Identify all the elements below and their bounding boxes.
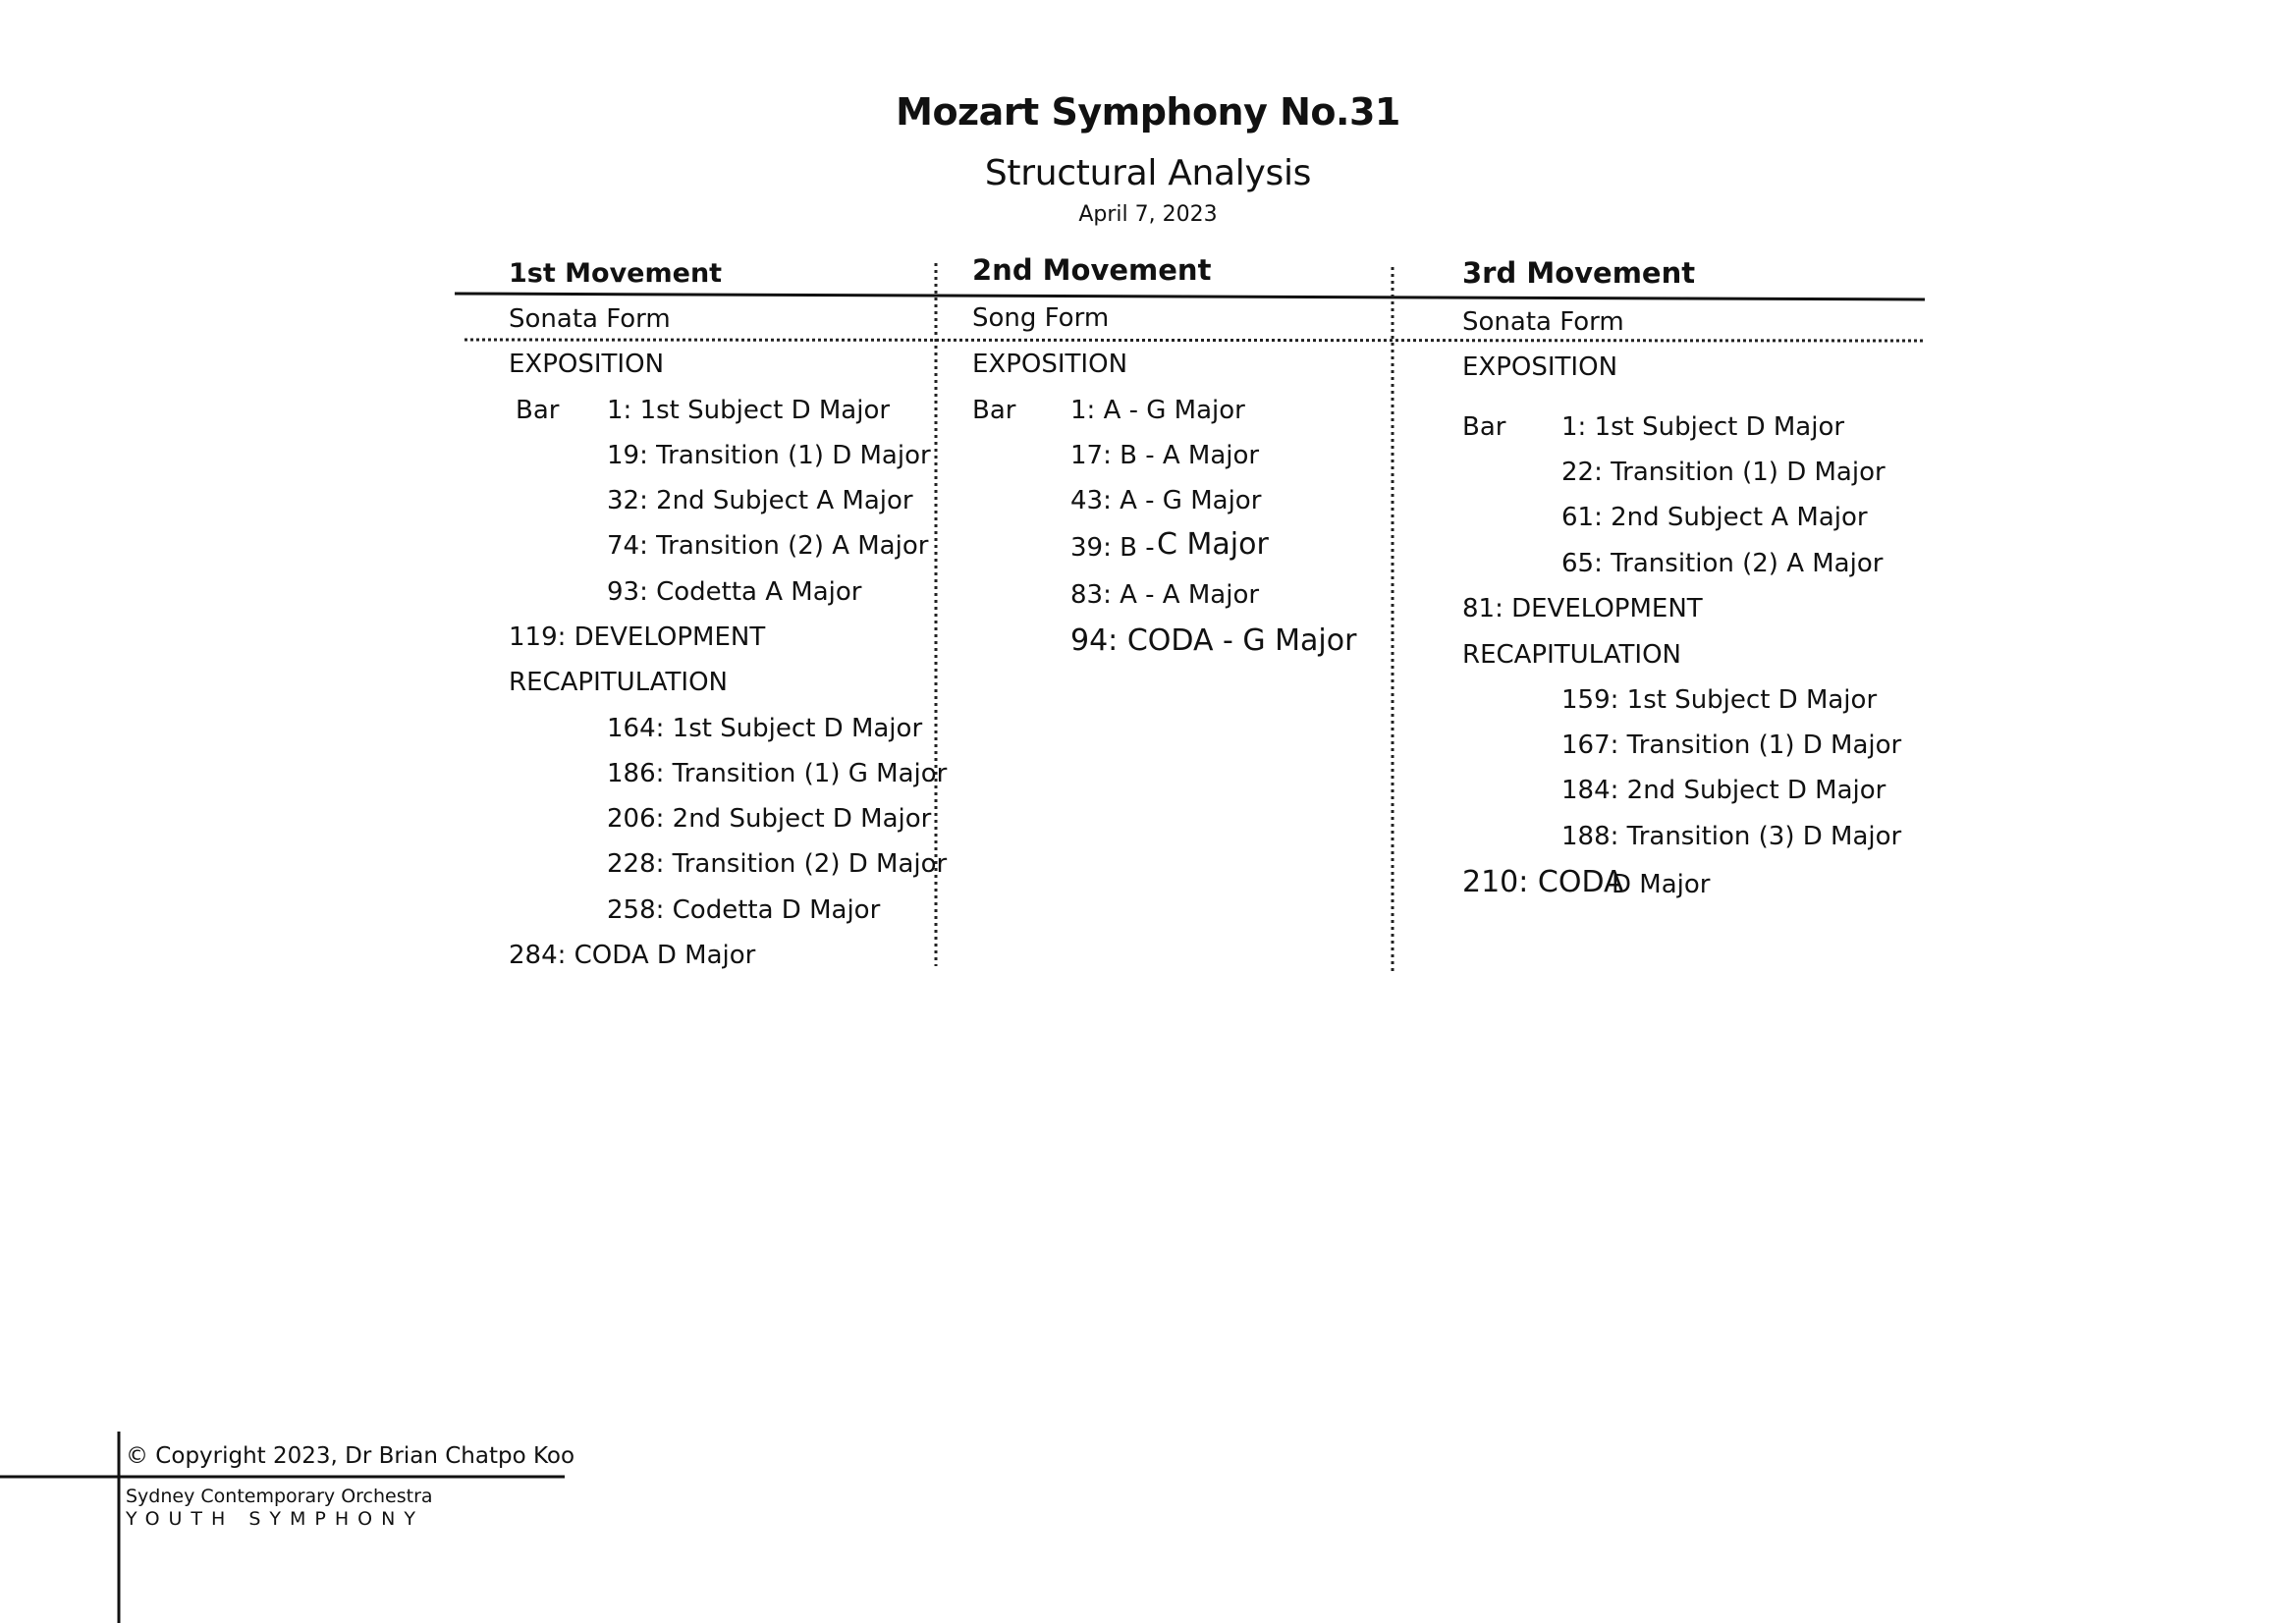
movement-2-bar-label: Bar xyxy=(972,396,1016,425)
movement-1-entry: 74: Transition (2) A Major xyxy=(607,531,929,561)
document-date: April 7, 2023 xyxy=(1078,202,1218,227)
movement-3-entry: 188: Transition (3) D Major xyxy=(1561,822,1902,851)
movement-3-coda: 210: CODA xyxy=(1462,865,1624,899)
movement-1-entry: 164: 1st Subject D Major xyxy=(607,714,923,743)
ensemble-name: YOUTH SYMPHONY xyxy=(126,1508,424,1530)
movement-1-entry: 186: Transition (1) G Major xyxy=(607,759,948,788)
copyright-notice: © Copyright 2023, Dr Brian Chatpo Koo xyxy=(126,1443,575,1469)
movement-3-form: Sonata Form xyxy=(1462,307,1624,337)
movement-1-form: Sonata Form xyxy=(509,304,671,334)
movement-1-section: 284: CODA D Major xyxy=(509,941,756,970)
movement-2-heading: 2nd Movement xyxy=(972,253,1212,287)
document-subtitle: Structural Analysis xyxy=(984,153,1312,193)
movement-3-bar-label: Bar xyxy=(1462,412,1506,442)
organization-name: Sydney Contemporary Orchestra xyxy=(126,1486,433,1507)
movement-3-section: 81: DEVELOPMENT xyxy=(1462,594,1703,623)
movement-1-section: RECAPITULATION xyxy=(509,668,729,697)
movement-2-section: EXPOSITION xyxy=(972,350,1128,379)
movement-1-entry: 32: 2nd Subject A Major xyxy=(607,486,913,515)
movement-3-entry: 167: Transition (1) D Major xyxy=(1561,730,1902,760)
movement-1-section: 119: DEVELOPMENT xyxy=(509,622,766,652)
movement-1-heading: 1st Movement xyxy=(509,258,723,289)
movement-3-entry: 184: 2nd Subject D Major xyxy=(1561,776,1886,805)
movement-3-entry: 1: 1st Subject D Major xyxy=(1561,412,1845,442)
movement-1-entry: 19: Transition (1) D Major xyxy=(607,441,931,470)
movement-1-entry: 258: Codetta D Major xyxy=(607,895,881,925)
movement-2-entry: 43: A - G Major xyxy=(1070,486,1262,515)
document-title: Mozart Symphony No.31 xyxy=(896,90,1400,134)
movement-2-coda: 94: CODA - G Major xyxy=(1070,623,1357,658)
movement-3-entry: 159: 1st Subject D Major xyxy=(1561,685,1878,715)
movement-2-entry: 39: B - xyxy=(1070,533,1155,563)
movement-3-entry: 61: 2nd Subject A Major xyxy=(1561,503,1868,532)
movement-3-section: EXPOSITION xyxy=(1462,352,1618,382)
movement-1-entry: 93: Codetta A Major xyxy=(607,577,862,607)
movement-3-entry: 22: Transition (1) D Major xyxy=(1561,458,1886,487)
movement-1-bar-label: Bar xyxy=(516,396,560,425)
movement-3-section: RECAPITULATION xyxy=(1462,640,1682,670)
movement-2-entry: 17: B - A Major xyxy=(1070,441,1260,470)
movement-3-coda-key: D Major xyxy=(1612,870,1711,899)
movement-1-entry: 206: 2nd Subject D Major xyxy=(607,804,932,834)
movement-2-entry-key: C Major xyxy=(1157,527,1269,562)
movement-3-heading: 3rd Movement xyxy=(1462,256,1696,290)
movement-2-entry: 1: A - G Major xyxy=(1070,396,1245,425)
heading-underline xyxy=(455,294,1925,299)
movement-3-entry: 65: Transition (2) A Major xyxy=(1561,549,1884,578)
movement-1-entry: 1: 1st Subject D Major xyxy=(607,396,891,425)
movement-1-entry: 228: Transition (2) D Major xyxy=(607,849,948,879)
movement-2-entry: 83: A - A Major xyxy=(1070,580,1260,610)
movement-1-section: EXPOSITION xyxy=(509,350,665,379)
movement-2-form: Song Form xyxy=(972,303,1110,333)
form-dotted-rule xyxy=(465,340,1925,341)
